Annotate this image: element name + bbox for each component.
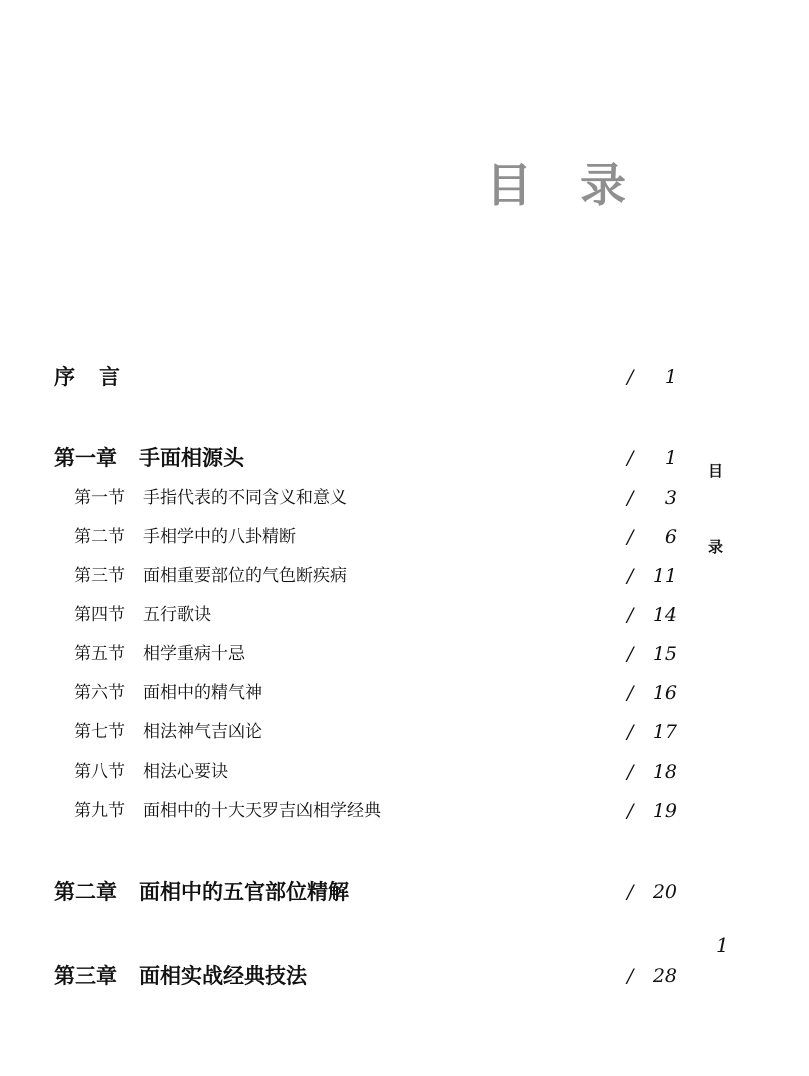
toc-page-number: 11 bbox=[652, 565, 677, 587]
toc-page-number: 1 bbox=[664, 366, 677, 388]
chapter-title: 面相实战经典技法 bbox=[139, 964, 307, 988]
chapter-title: 手面相源头 bbox=[139, 446, 244, 470]
chapter-title: 面相中的五官部位精解 bbox=[139, 880, 349, 904]
toc-section[interactable] bbox=[0, 483, 809, 513]
toc-section-label bbox=[74, 522, 296, 552]
toc-page-number: 17 bbox=[652, 721, 677, 743]
section-title: 面相重要部位的气色断疾病 bbox=[143, 566, 347, 586]
toc-chapter-1[interactable] bbox=[0, 443, 809, 473]
section-number: 第六节 bbox=[74, 683, 125, 703]
section-title: 手相学中的八卦精断 bbox=[143, 527, 296, 547]
page-separator: / bbox=[627, 643, 634, 665]
toc-page-number: 20 bbox=[652, 881, 677, 903]
page-separator: / bbox=[627, 565, 634, 587]
section-number: 第八节 bbox=[74, 762, 125, 782]
toc-section-label bbox=[74, 678, 262, 708]
toc-page-number: 14 bbox=[652, 604, 677, 626]
section-number: 第一节 bbox=[74, 488, 125, 508]
toc-section[interactable] bbox=[0, 717, 809, 747]
toc-entry-label: 序言 bbox=[54, 365, 144, 389]
section-title: 相学重病十忌 bbox=[143, 644, 245, 664]
toc-chapter-label bbox=[54, 961, 307, 991]
page-separator: / bbox=[627, 881, 634, 903]
toc-page-number: 16 bbox=[652, 682, 677, 704]
section-title: 面相中的精气神 bbox=[143, 683, 262, 703]
section-number: 第二节 bbox=[74, 527, 125, 547]
chapter-number: 第三章 bbox=[54, 964, 117, 988]
folio-page-number: 1 bbox=[716, 933, 729, 957]
toc-section-label bbox=[74, 717, 262, 747]
section-number: 第九节 bbox=[74, 801, 125, 821]
chapter-number: 第二章 bbox=[54, 880, 117, 904]
page-separator: / bbox=[627, 604, 634, 626]
toc-page-number: 15 bbox=[652, 643, 677, 665]
toc-page-number: 28 bbox=[652, 965, 677, 987]
toc-section-label bbox=[74, 796, 381, 826]
toc-section-label bbox=[74, 639, 245, 669]
toc-chapter-2[interactable] bbox=[0, 877, 809, 907]
section-number: 第五节 bbox=[74, 644, 125, 664]
page-separator: / bbox=[627, 965, 634, 987]
toc-section[interactable] bbox=[0, 600, 809, 630]
section-title: 五行歌诀 bbox=[143, 605, 211, 625]
page-separator: / bbox=[627, 682, 634, 704]
toc-chapter-label bbox=[54, 443, 244, 473]
page-separator: / bbox=[627, 761, 634, 783]
toc-entry-preface[interactable] bbox=[0, 362, 809, 392]
page-title: 目录 bbox=[486, 158, 674, 212]
toc-section[interactable] bbox=[0, 796, 809, 826]
toc-section[interactable] bbox=[0, 757, 809, 787]
toc-section[interactable] bbox=[0, 678, 809, 708]
toc-section-label bbox=[74, 757, 228, 787]
section-title: 面相中的十大天罗吉凶相学经典 bbox=[143, 801, 381, 821]
page-separator: / bbox=[627, 526, 634, 548]
toc-page-number: 6 bbox=[664, 526, 677, 548]
toc-section[interactable] bbox=[0, 522, 809, 552]
toc-chapter-3[interactable] bbox=[0, 961, 809, 991]
section-number: 第四节 bbox=[74, 605, 125, 625]
section-number: 第七节 bbox=[74, 722, 125, 742]
page-separator: / bbox=[627, 366, 634, 388]
toc-page-number: 19 bbox=[652, 800, 677, 822]
toc-section[interactable] bbox=[0, 639, 809, 669]
page-separator: / bbox=[627, 800, 634, 822]
toc-chapter-label bbox=[54, 877, 349, 907]
toc-section[interactable] bbox=[0, 561, 809, 591]
toc-section-label bbox=[74, 561, 347, 591]
toc-section-label bbox=[74, 483, 347, 513]
toc-page-number: 1 bbox=[664, 447, 677, 469]
side-tab-char-2: 录 bbox=[708, 538, 724, 556]
section-title: 相法神气吉凶论 bbox=[143, 722, 262, 742]
section-title: 相法心要诀 bbox=[143, 762, 228, 782]
section-number: 第三节 bbox=[74, 566, 125, 586]
page-separator: / bbox=[627, 721, 634, 743]
page-separator: / bbox=[627, 447, 634, 469]
section-title: 手指代表的不同含义和意义 bbox=[143, 488, 347, 508]
toc-page-number: 18 bbox=[652, 761, 677, 783]
side-tab-char-1: 目 bbox=[708, 462, 724, 480]
page-separator: / bbox=[627, 487, 634, 509]
chapter-number: 第一章 bbox=[54, 446, 117, 470]
toc-section-label bbox=[74, 600, 211, 630]
toc-page-number: 3 bbox=[664, 487, 677, 509]
